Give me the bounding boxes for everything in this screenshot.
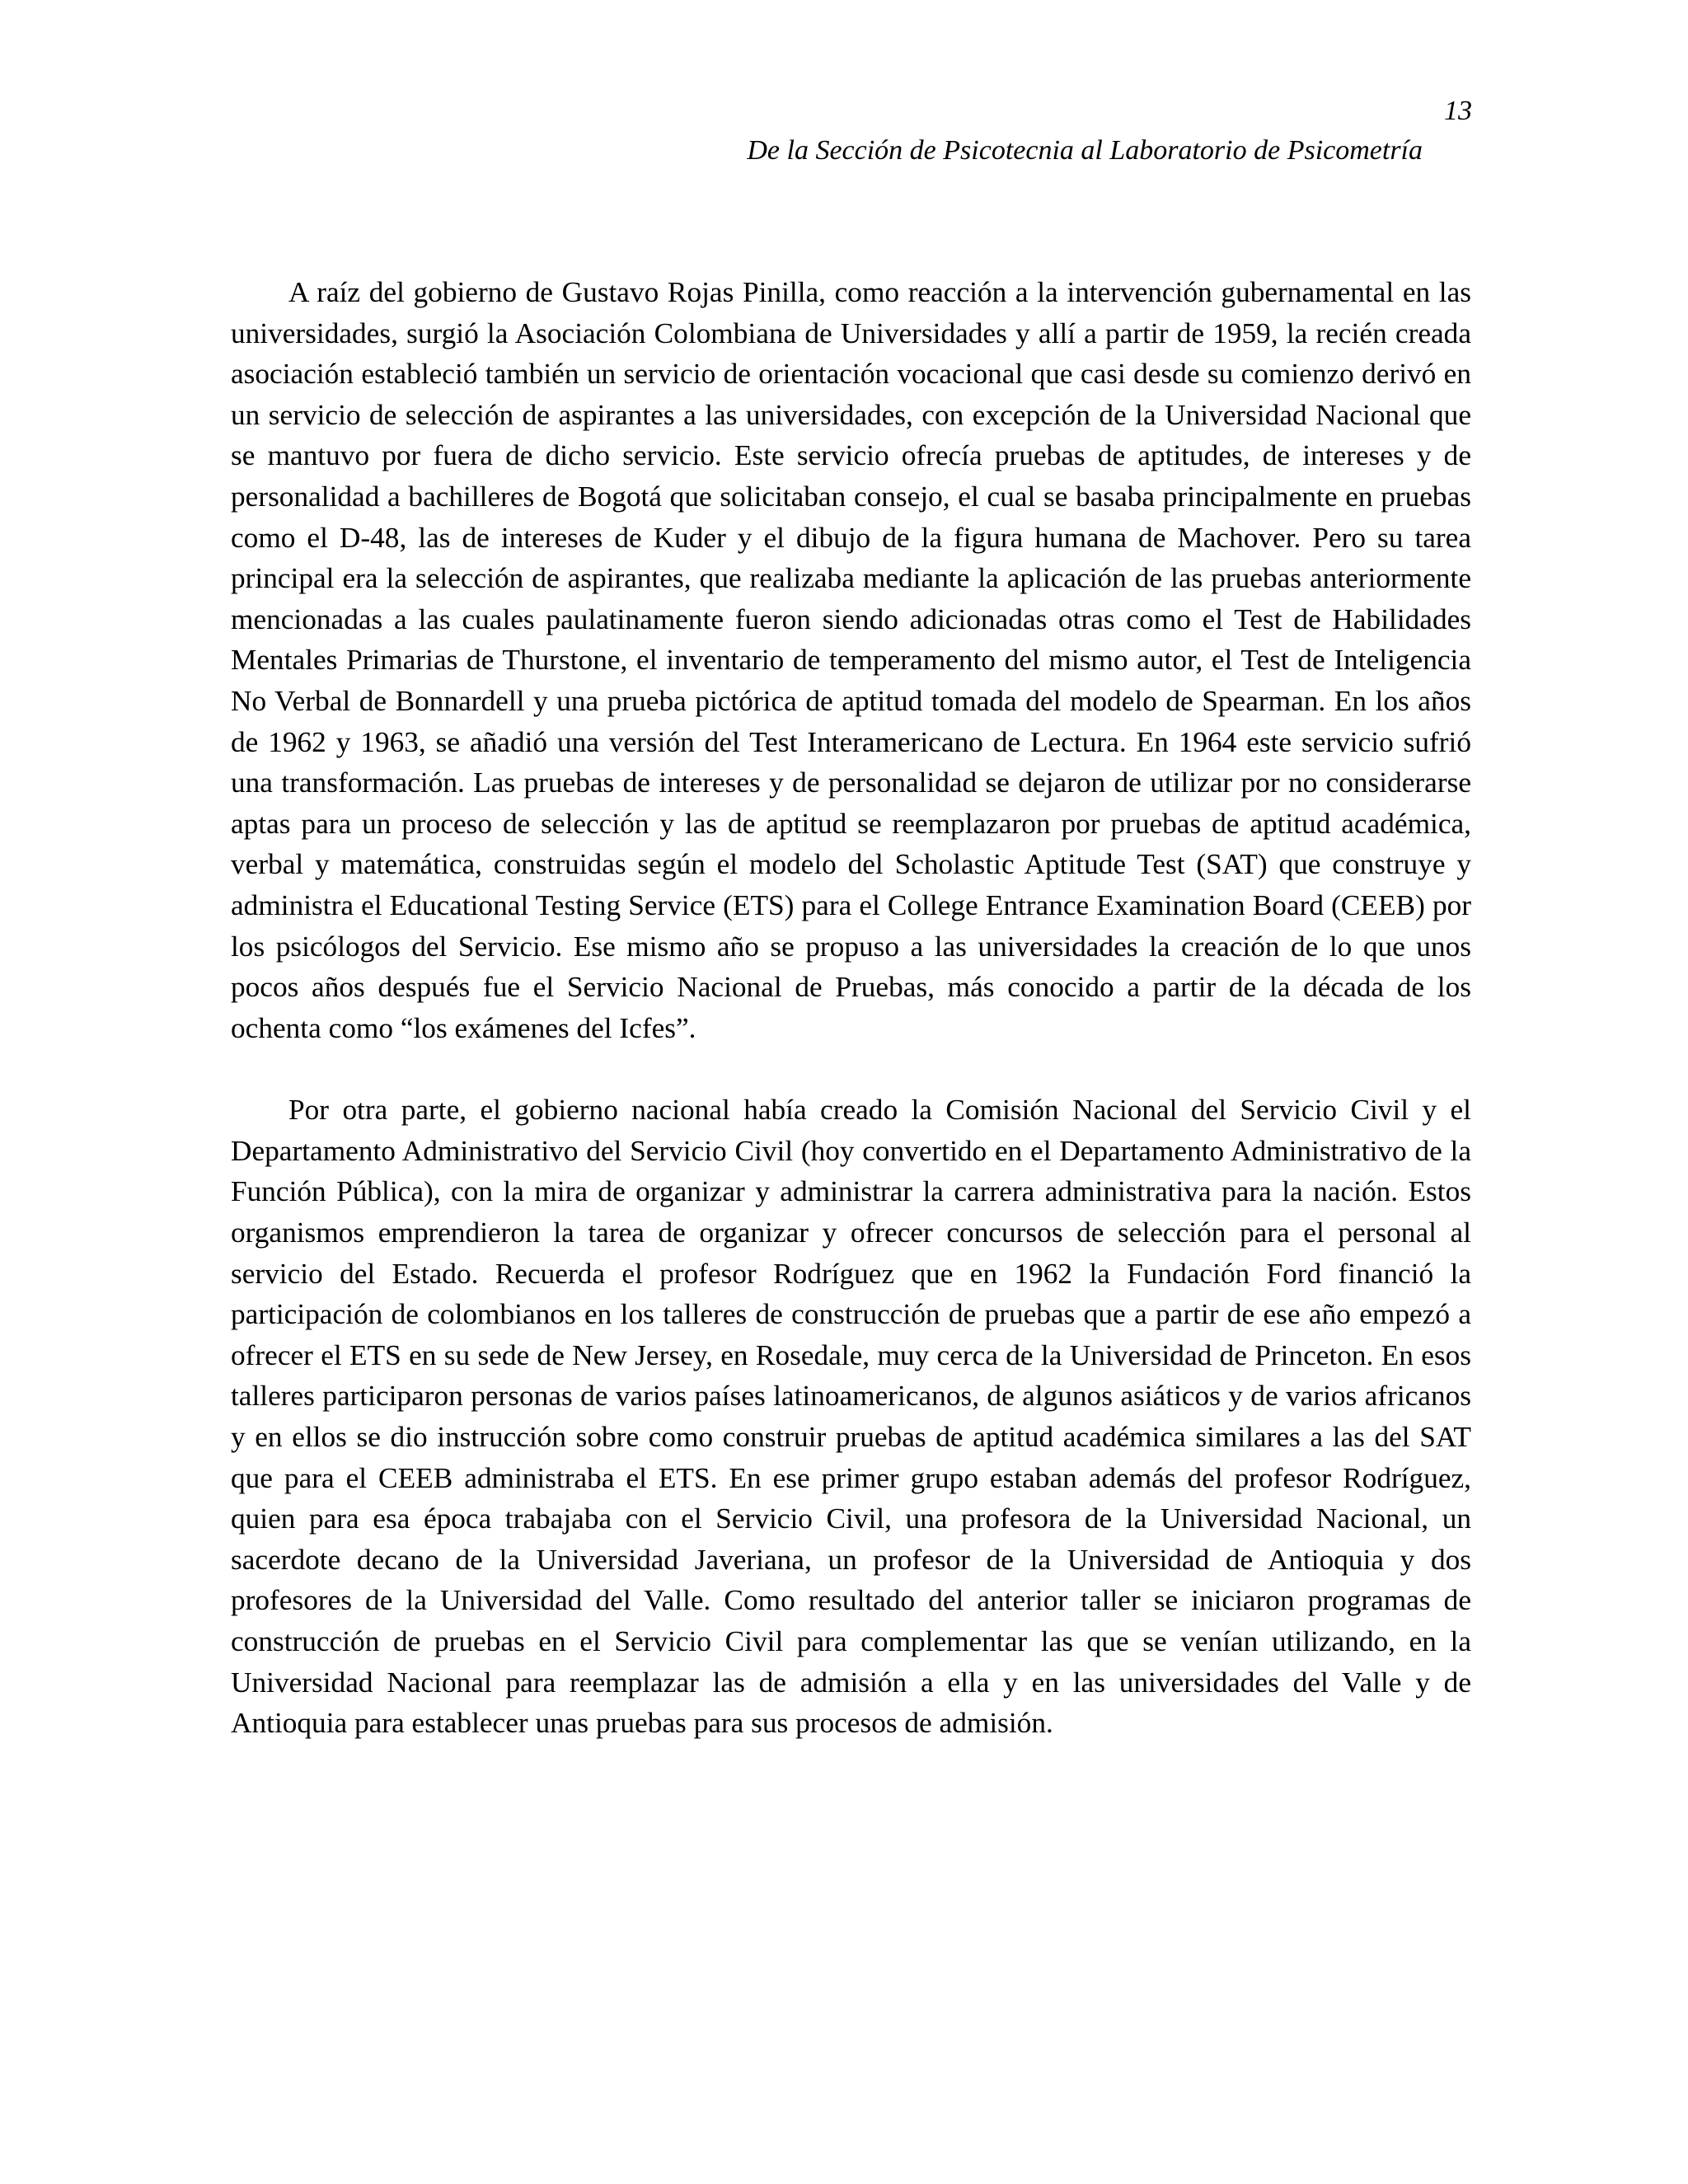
paragraph: A raíz del gobierno de Gustavo Rojas Pinilla, como reacción a la intervención gubernamental en las universidades, surgió la Asociación Colombiana de Universidades y allí a partir de 1959, la recién creada asociación estableció también un servicio de orientación vocacional que casi desde su comienzo derivó en un servicio de selección de aspirantes a las universidades, con excepción de la Universidad Nacional que se mantuvo por fuera de dicho servicio. Este servicio ofrecía pruebas de aptitudes, de intereses y de personalidad a bachilleres de Bogotá que solicitaban consejo, el cual se basaba principalmente en pruebas como el D-48, las de intereses de Kuder y el dibujo de la figura humana de Machover. Pero su tarea principal era la selección de aspirantes, que realizaba mediante la aplicación de las pruebas anteriormente mencionadas a las cuales paulatinamente fueron siendo adicionadas otras como el Test de Habilidades Mentales Primarias de Thurstone, el inventario de temperamento del mismo autor, el Test de Inteligencia No Verbal de Bonnardell y una prueba pictórica de aptitud tomada del modelo de Spearman. En los años de 1962 y 1963, se añadió una versión del Test Interamericano de Lectura. En 1964 este servicio sufrió una transformación. Las pruebas de intereses y de personalidad se dejaron de utilizar por no considerarse aptas para un proceso de selección y las de aptitud se reemplazaron por pruebas de aptitud académica, verbal y matemática, construidas según el modelo del Scholastic Aptitude Test (SAT) que construye y administra el Educational Testing Service (ETS) para el College Entrance Examination Board (CEEB) por los psicólogos del Servicio. Ese mismo año se propuso a las universidades la creación de lo que unos pocos años después fue el Servicio Nacional de Pruebas, más conocido a partir de la década de los ochenta como “los exámenes del Icfes”.: [231, 276, 1471, 1044]
running-header-title: De la Sección de Psicotecnia al Laboratorio de Psicometría: [747, 135, 1423, 166]
body-text: [231, 272, 1471, 1744]
page-number: 13: [1444, 96, 1472, 126]
paragraph: Por otra parte, el gobierno nacional había creado la Comisión Nacional del Servicio Civil y el Departamento Administrativo del Servicio Civil (hoy convertido en el Departamento Administrativo de la Función Pública), con la mira de organizar y administrar la carrera administrativa para la nación. Estos organismos emprendieron la tarea de organizar y ofrecer concursos de selección para el personal al servicio del Estado. Recuerda el profesor Rodríguez que en 1962 la Fundación Ford financió la participación de colombianos en los talleres de construcción de pruebas que a partir de ese año empezó a ofrecer el ETS en su sede de New Jersey, en Rosedale, muy cerca de la Universidad de Princeton. En esos talleres participaron personas de varios países latinoamericanos, de algunos asiáticos y de varios africanos y en ellos se dio instrucción sobre como construir pruebas de aptitud académica similares a las del SAT que para el CEEB administraba el ETS. En ese primer grupo estaban además del profesor Rodríguez, quien para esa época trabajaba con el Servicio Civil, una profesora de la Universidad Nacional, un sacerdote decano de la Universidad Javeriana, un profesor de la Universidad de Antioquia y dos profesores de la Universidad del Valle. Como resultado del anterior taller se iniciaron programas de construcción de pruebas en el Servicio Civil para complementar las que se venían utilizando, en la Universidad Nacional para reemplazar las de admisión a ella y en las universidades del Valle y de Antioquia para establecer unas pruebas para sus procesos de admisión.: [231, 1094, 1471, 1740]
